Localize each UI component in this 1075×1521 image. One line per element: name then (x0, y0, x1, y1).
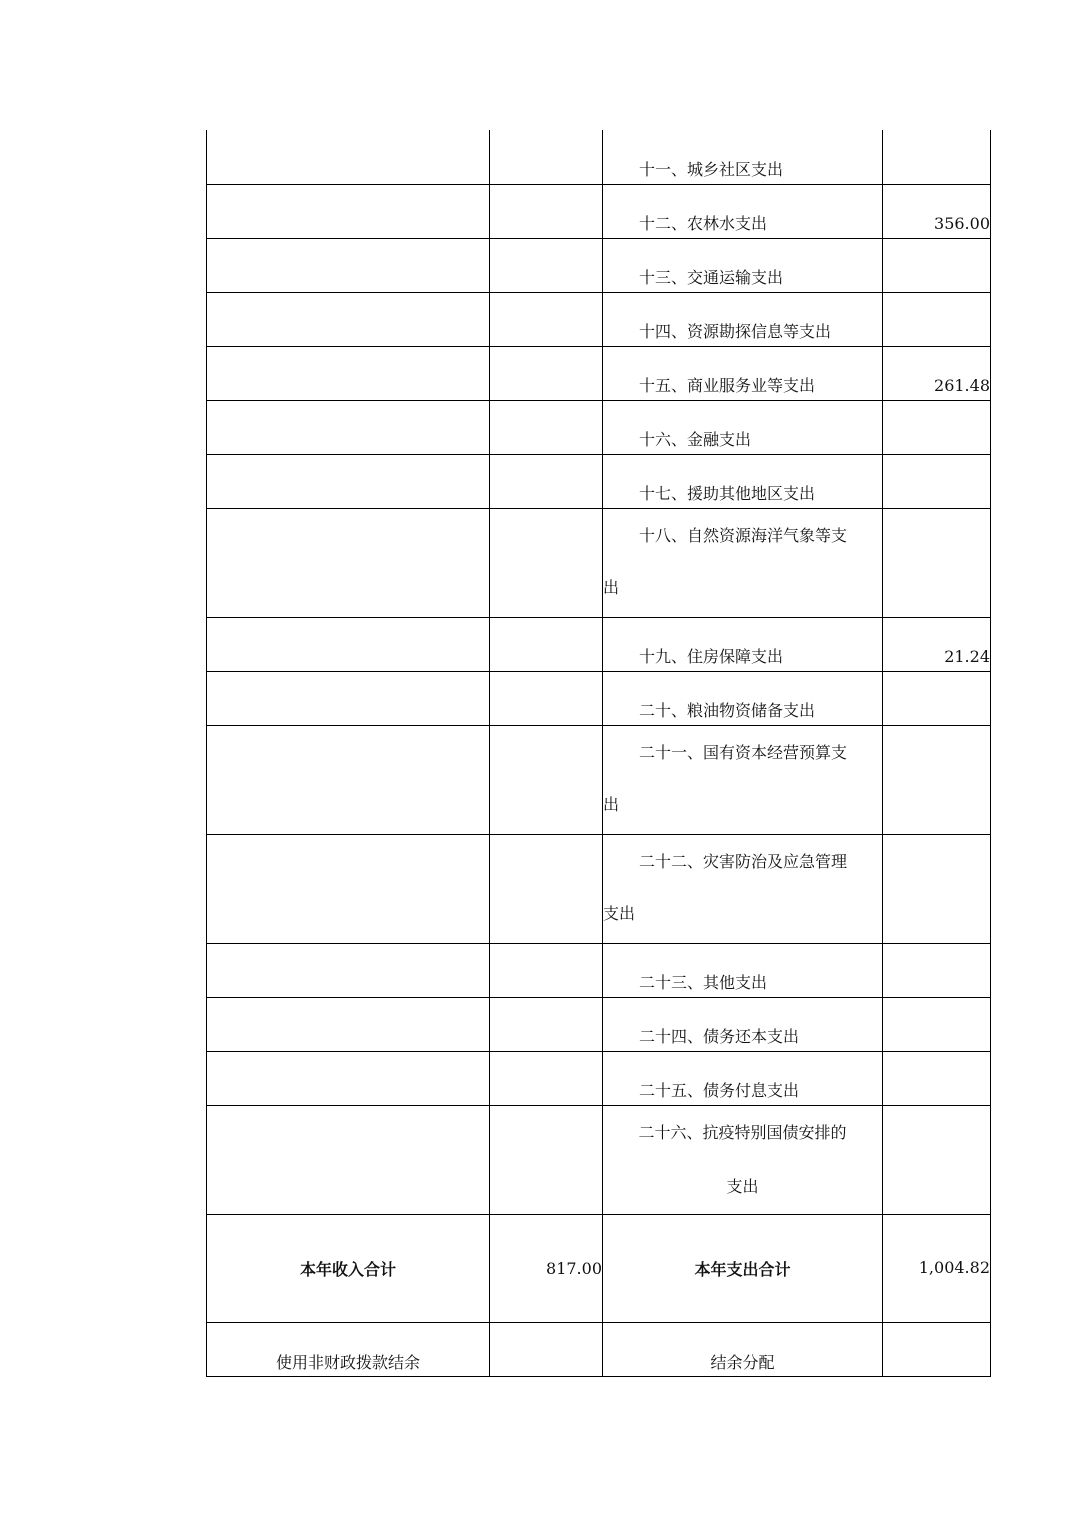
expense-amount: 261.48 (883, 346, 991, 400)
table-row (207, 184, 991, 238)
table-row (207, 725, 991, 834)
expense-item-label: 十二、农林水支出 (603, 184, 883, 238)
budget-table-page (206, 130, 990, 1377)
expense-item-label (603, 834, 883, 943)
table-row (207, 454, 991, 508)
expense-item-label (603, 1105, 883, 1214)
expense-item-label: 二十四、债务还本支出 (603, 997, 883, 1051)
income-amount-cell (490, 671, 603, 725)
income-amount-cell (490, 725, 603, 834)
income-amount-cell (490, 1051, 603, 1105)
label-line-2: 支出 (603, 903, 636, 923)
income-total-label: 本年收入合计 (207, 1214, 490, 1322)
income-amount-cell (490, 400, 603, 454)
label-line-2: 支出 (726, 1176, 759, 1196)
expense-amount (883, 454, 991, 508)
income-amount-cell (490, 454, 603, 508)
table-row (207, 997, 991, 1051)
income-amount-cell (490, 617, 603, 671)
label-line-1: 二十二、灾害防治及应急管理 (639, 851, 848, 871)
expense-total-label: 本年支出合计 (603, 1214, 883, 1322)
label-line-1: 十八、自然资源海洋气象等支 (639, 525, 848, 545)
expense-amount (883, 725, 991, 834)
expense-item-label (603, 508, 883, 617)
income-amount-cell (490, 1105, 603, 1214)
totals-row (207, 1214, 991, 1322)
table-row (207, 834, 991, 943)
income-item-cell (207, 671, 490, 725)
income-amount-cell (490, 184, 603, 238)
balance-distribution-label: 结余分配 (603, 1322, 883, 1376)
income-item-cell (207, 454, 490, 508)
label-line-2: 出 (603, 794, 620, 814)
expense-amount (883, 400, 991, 454)
expense-amount (883, 1105, 991, 1214)
table-row (207, 130, 991, 184)
expense-amount: 356.00 (883, 184, 991, 238)
income-amount-cell (490, 292, 603, 346)
non-fiscal-balance-label: 使用非财政拨款结余 (207, 1322, 490, 1376)
expense-amount (883, 130, 991, 184)
footer-row (207, 1322, 991, 1376)
income-item-cell (207, 130, 490, 184)
expense-amount (883, 1051, 991, 1105)
label-line-1: 二十六、抗疫特别国债安排的 (638, 1122, 847, 1142)
income-amount-cell (490, 346, 603, 400)
income-item-cell (207, 292, 490, 346)
table-row (207, 346, 991, 400)
income-item-cell (207, 997, 490, 1051)
income-amount-cell (490, 130, 603, 184)
income-item-cell (207, 238, 490, 292)
income-amount-cell (490, 997, 603, 1051)
expense-item-label: 十一、城乡社区支出 (603, 130, 883, 184)
expense-item-label: 二十三、其他支出 (603, 943, 883, 997)
table-row (207, 943, 991, 997)
table-row (207, 238, 991, 292)
expense-item-label: 二十五、债务付息支出 (603, 1051, 883, 1105)
income-item-cell (207, 617, 490, 671)
income-amount-cell (490, 508, 603, 617)
table-row (207, 1105, 991, 1214)
income-item-cell (207, 725, 490, 834)
income-item-cell (207, 184, 490, 238)
label-line-2: 出 (603, 577, 620, 597)
income-amount-cell (490, 238, 603, 292)
income-total-value: 817.00 (490, 1214, 603, 1322)
expense-amount (883, 671, 991, 725)
income-item-cell (207, 834, 490, 943)
table-row (207, 1051, 991, 1105)
income-item-cell (207, 1105, 490, 1214)
expense-amount (883, 238, 991, 292)
label-line-1: 二十一、国有资本经营预算支 (639, 742, 848, 762)
budget-table (206, 130, 991, 1377)
expense-amount (883, 997, 991, 1051)
income-item-cell (207, 346, 490, 400)
income-item-cell (207, 508, 490, 617)
table-row (207, 617, 991, 671)
expense-item-label: 十七、援助其他地区支出 (603, 454, 883, 508)
table-row (207, 671, 991, 725)
expense-item-label: 十五、商业服务业等支出 (603, 346, 883, 400)
table-row (207, 292, 991, 346)
income-item-cell (207, 400, 490, 454)
expense-item-label: 二十、粮油物资储备支出 (603, 671, 883, 725)
expense-item-label: 十三、交通运输支出 (603, 238, 883, 292)
expense-item-label: 十四、资源勘探信息等支出 (603, 292, 883, 346)
non-fiscal-balance-value (490, 1322, 603, 1376)
expense-item-label: 十六、金融支出 (603, 400, 883, 454)
table-row (207, 400, 991, 454)
expense-item-label: 十九、住房保障支出 (603, 617, 883, 671)
expense-amount (883, 943, 991, 997)
income-amount-cell (490, 834, 603, 943)
expense-amount (883, 508, 991, 617)
table-row (207, 508, 991, 617)
expense-amount: 21.24 (883, 617, 991, 671)
expense-amount (883, 292, 991, 346)
income-amount-cell (490, 943, 603, 997)
expense-total-value: 1,004.82 (883, 1214, 991, 1322)
income-item-cell (207, 1051, 490, 1105)
expense-item-label (603, 725, 883, 834)
expense-amount (883, 834, 991, 943)
income-item-cell (207, 943, 490, 997)
balance-distribution-value (883, 1322, 991, 1376)
